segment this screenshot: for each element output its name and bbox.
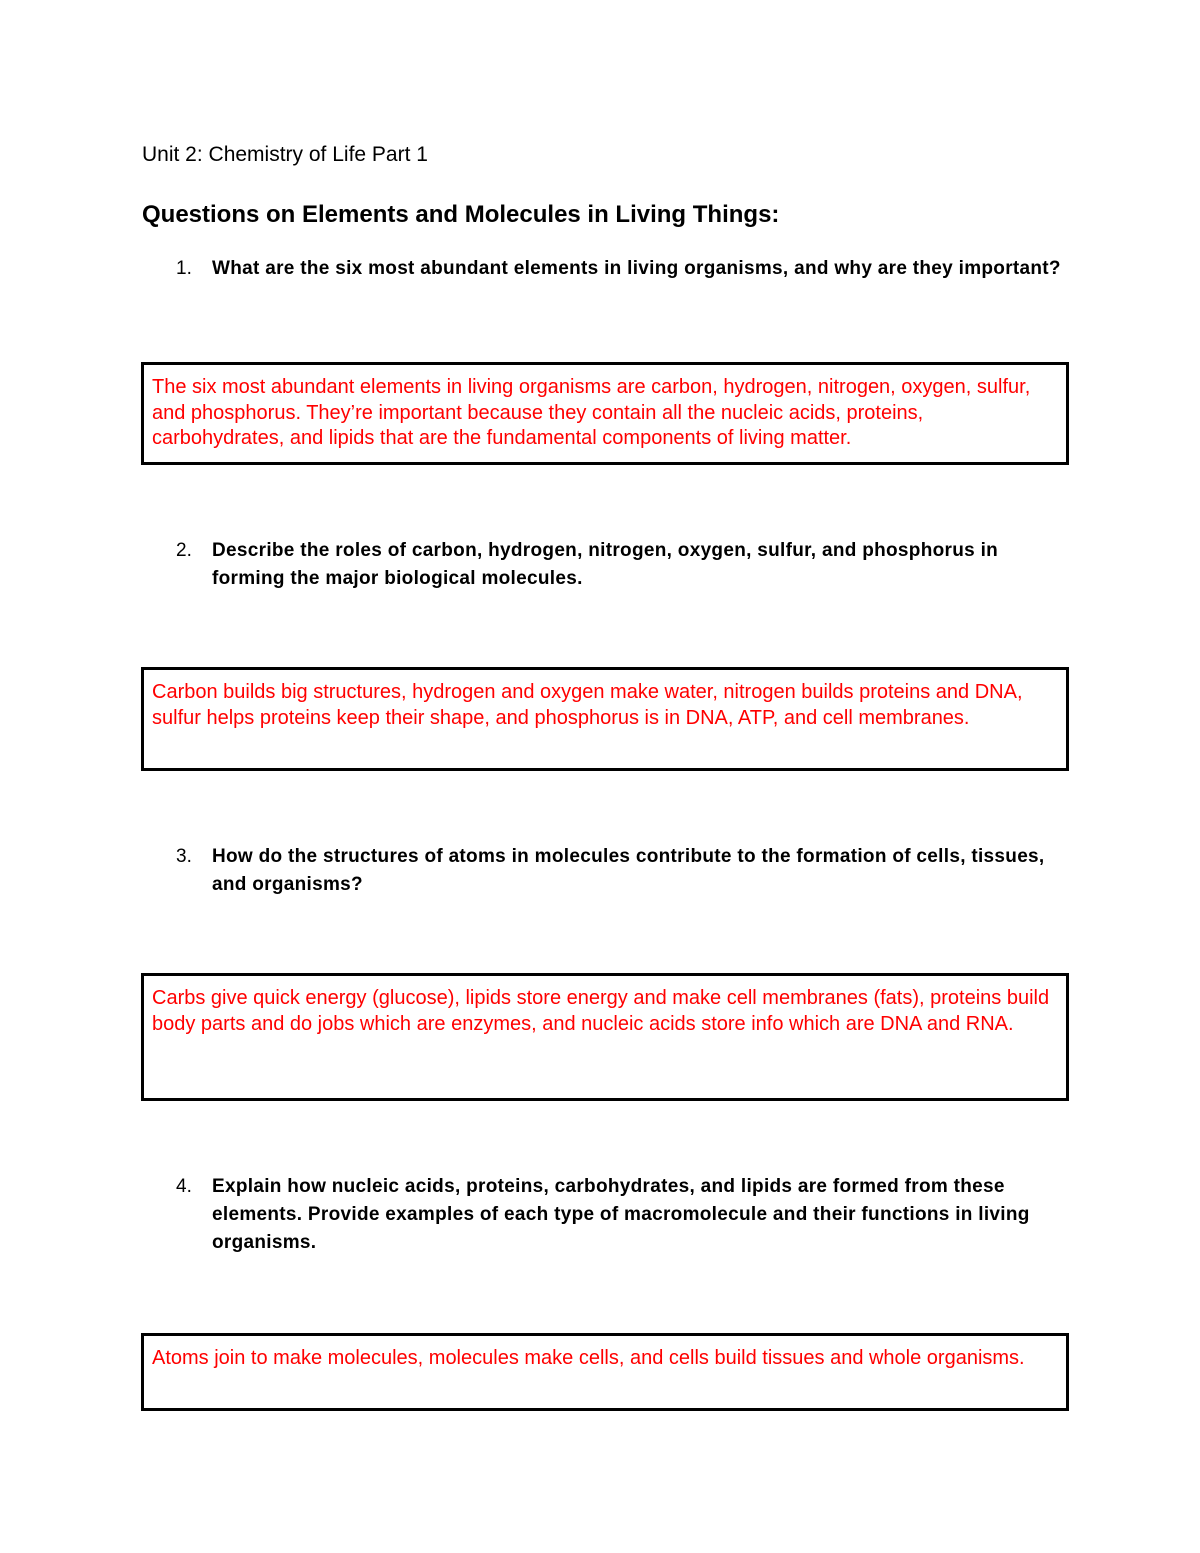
- answer-box-4: [141, 1333, 1069, 1411]
- question-number: 2.: [176, 540, 192, 561]
- question-text: What are the six most abundant elements in living organisms, and why are they important?: [212, 258, 1061, 279]
- answer-text: Carbon builds big structures, hydrogen and oxygen make water, nitrogen builds proteins and DNA, sulfur helps proteins keep their shape, and phosphorus is in DNA, ATP, and cell membranes.: [152, 681, 1023, 729]
- unit-title: Unit 2: Chemistry of Life Part 1: [142, 143, 428, 166]
- answer-text: The six most abundant elements in living organisms are carbon, hydrogen, nitrogen, oxygen, sulfur, and phosphorus. They’re important because they contain all the nucleic acids, proteins, carbohydrates, and lipids that are the fundamental components of living matter.: [152, 376, 1031, 449]
- section-heading: Questions on Elements and Molecules in Living Things:: [142, 201, 780, 228]
- answer-text: Atoms join to make molecules, molecules make cells, and cells build tissues and whole organisms.: [152, 1347, 1025, 1369]
- answer-box-2: [141, 667, 1069, 771]
- question-text: Describe the roles of carbon, hydrogen, nitrogen, oxygen, sulfur, and phosphorus in forming the major biological molecules.: [212, 540, 999, 589]
- question-2: [142, 537, 1062, 593]
- answer-box-1: [141, 362, 1069, 465]
- question-number: 4.: [176, 1176, 192, 1197]
- question-4: [142, 1173, 1062, 1257]
- answer-box-3: [141, 973, 1069, 1101]
- question-1: [142, 255, 1062, 283]
- question-text: How do the structures of atoms in molecules contribute to the formation of cells, tissues, and organisms?: [212, 846, 1045, 895]
- question-number: 1.: [176, 258, 192, 279]
- question-number: 3.: [176, 846, 192, 867]
- question-3: [142, 843, 1062, 899]
- question-text: Explain how nucleic acids, proteins, carbohydrates, and lipids are formed from these elements. Provide examples of each type of macromolecule and their functions in living organisms.: [212, 1176, 1030, 1253]
- answer-text: Carbs give quick energy (glucose), lipids store energy and make cell membranes (fats), proteins build body parts and do jobs which are enzymes, and nucleic acids store info which are DNA and RNA.: [152, 987, 1050, 1035]
